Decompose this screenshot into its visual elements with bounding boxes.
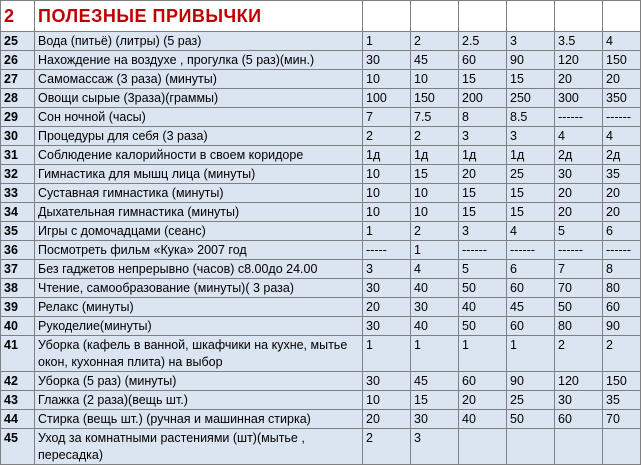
level-value-4: 60 [507, 317, 555, 336]
level-value-1: 2 [363, 429, 411, 465]
habit-name: Овощи сырые (3раза)(граммы) [35, 89, 363, 108]
level-value-5: 20 [555, 203, 603, 222]
level-value-5: 300 [555, 89, 603, 108]
level-value-4: 15 [507, 203, 555, 222]
row-number: 34 [1, 203, 35, 222]
row-number: 40 [1, 317, 35, 336]
level-value-4: 25 [507, 165, 555, 184]
level-value-3: 20 [459, 165, 507, 184]
level-value-4: 60 [507, 279, 555, 298]
level-value-5 [555, 429, 603, 465]
table-row [1, 127, 641, 146]
level-value-3: 50 [459, 317, 507, 336]
section-number: 2 [1, 1, 35, 32]
level-value-5: 80 [555, 317, 603, 336]
level-value-1: 1 [363, 222, 411, 241]
level-value-4: 8.5 [507, 108, 555, 127]
level-value-2: 1 [411, 241, 459, 260]
level-value-4: 4 [507, 222, 555, 241]
habit-name: Сон ночной (часы) [35, 108, 363, 127]
level-value-4: 3 [507, 127, 555, 146]
level-value-5: 60 [555, 410, 603, 429]
level-value-2: 45 [411, 51, 459, 70]
level-value-5: 50 [555, 298, 603, 317]
table-row [1, 32, 641, 51]
level-value-6: 4 [603, 127, 641, 146]
table-row [1, 298, 641, 317]
level-value-1: 10 [363, 70, 411, 89]
level-value-2: 1 [411, 336, 459, 372]
level-value-2: 10 [411, 70, 459, 89]
level-value-3: ------ [459, 241, 507, 260]
level-value-3: 15 [459, 184, 507, 203]
level-value-6: 90 [603, 317, 641, 336]
level-value-1: 1 [363, 336, 411, 372]
level-value-1: 20 [363, 298, 411, 317]
level-value-3: 5 [459, 260, 507, 279]
table-row [1, 203, 641, 222]
table-row [1, 241, 641, 260]
level-value-2: 150 [411, 89, 459, 108]
level-value-3 [459, 429, 507, 465]
level-value-4: 90 [507, 372, 555, 391]
habit-name: Вода (питьё) (литры) (5 раз) [35, 32, 363, 51]
table-row [1, 222, 641, 241]
habit-name: Рукоделие(минуты) [35, 317, 363, 336]
level-value-1: 2 [363, 127, 411, 146]
habit-name: Уборка (5 раз) (минуты) [35, 372, 363, 391]
level-value-6: 2д [603, 146, 641, 165]
level-value-4: 1д [507, 146, 555, 165]
level-value-4: 1 [507, 336, 555, 372]
level-value-2: 1д [411, 146, 459, 165]
level-value-1: 10 [363, 203, 411, 222]
table-header-row [1, 1, 641, 32]
habit-name: Игры с домочадцами (сеанс) [35, 222, 363, 241]
table-row [1, 108, 641, 127]
level-value-1: 10 [363, 165, 411, 184]
level-value-1: 30 [363, 317, 411, 336]
level-value-2: 3 [411, 429, 459, 465]
level-value-3: 40 [459, 410, 507, 429]
level-value-3: 20 [459, 391, 507, 410]
level-value-6 [603, 429, 641, 465]
habit-name: Посмотреть фильм «Кука» 2007 год [35, 241, 363, 260]
level-value-1: 10 [363, 184, 411, 203]
habit-name: Соблюдение калорийности в своем коридоре [35, 146, 363, 165]
level-value-3: 3 [459, 127, 507, 146]
row-number: 42 [1, 372, 35, 391]
level-value-6: 150 [603, 51, 641, 70]
level-value-4: 50 [507, 410, 555, 429]
level-value-2: 30 [411, 410, 459, 429]
level-value-6: 20 [603, 184, 641, 203]
habit-name: Уборка (кафель в ванной, шкафчики на кухне, мытье окон, кухонная плита) на выбор [35, 336, 363, 372]
level-value-5: 2 [555, 336, 603, 372]
table-row [1, 89, 641, 108]
level-value-1: 1 [363, 32, 411, 51]
table-row [1, 51, 641, 70]
level-value-1: 30 [363, 51, 411, 70]
level-value-6: 80 [603, 279, 641, 298]
header-blank-cell [411, 1, 459, 32]
habit-name: Гимнастика для мышц лица (минуты) [35, 165, 363, 184]
level-value-2: 15 [411, 165, 459, 184]
level-value-1: 100 [363, 89, 411, 108]
level-value-1: 30 [363, 372, 411, 391]
level-value-4: 250 [507, 89, 555, 108]
level-value-6: ------ [603, 241, 641, 260]
table-row [1, 391, 641, 410]
habit-name: Процедуры для себя (3 раза) [35, 127, 363, 146]
level-value-5: 3.5 [555, 32, 603, 51]
table-row [1, 429, 641, 465]
level-value-3: 200 [459, 89, 507, 108]
level-value-2: 4 [411, 260, 459, 279]
row-number: 30 [1, 127, 35, 146]
level-value-2: 45 [411, 372, 459, 391]
level-value-2: 40 [411, 279, 459, 298]
level-value-2: 10 [411, 203, 459, 222]
table-row [1, 372, 641, 391]
row-number: 39 [1, 298, 35, 317]
row-number: 25 [1, 32, 35, 51]
level-value-5: 30 [555, 391, 603, 410]
habit-name: Уход за комнатными растениями (шт)(мытье , пересадка) [35, 429, 363, 465]
level-value-1: ----- [363, 241, 411, 260]
header-blank-cell [507, 1, 555, 32]
level-value-3: 15 [459, 203, 507, 222]
level-value-5: 120 [555, 372, 603, 391]
level-value-2: 40 [411, 317, 459, 336]
row-number: 44 [1, 410, 35, 429]
level-value-3: 15 [459, 70, 507, 89]
level-value-2: 2 [411, 127, 459, 146]
level-value-3: 50 [459, 279, 507, 298]
table-row [1, 165, 641, 184]
level-value-1: 1д [363, 146, 411, 165]
row-number: 27 [1, 70, 35, 89]
row-number: 26 [1, 51, 35, 70]
header-blank-cell [363, 1, 411, 32]
level-value-1: 10 [363, 391, 411, 410]
habit-name: Чтение, самообразование (минуты)( 3 раза) [35, 279, 363, 298]
level-value-3: 40 [459, 298, 507, 317]
row-number: 32 [1, 165, 35, 184]
level-value-3: 8 [459, 108, 507, 127]
row-number: 41 [1, 336, 35, 372]
row-number: 31 [1, 146, 35, 165]
row-number: 38 [1, 279, 35, 298]
level-value-5: 20 [555, 70, 603, 89]
level-value-5: 70 [555, 279, 603, 298]
level-value-6: 6 [603, 222, 641, 241]
level-value-6: 150 [603, 372, 641, 391]
table-row [1, 317, 641, 336]
level-value-4: 45 [507, 298, 555, 317]
level-value-5: ------ [555, 108, 603, 127]
row-number: 43 [1, 391, 35, 410]
level-value-4: 6 [507, 260, 555, 279]
table-row [1, 260, 641, 279]
level-value-6: 20 [603, 203, 641, 222]
level-value-5: 7 [555, 260, 603, 279]
level-value-6: ------ [603, 108, 641, 127]
level-value-2: 30 [411, 298, 459, 317]
level-value-3: 2.5 [459, 32, 507, 51]
section-title: ПОЛЕЗНЫЕ ПРИВЫЧКИ [35, 1, 363, 32]
level-value-3: 60 [459, 372, 507, 391]
level-value-1: 20 [363, 410, 411, 429]
habit-name: Стирка (вещь шт.) (ручная и машинная стирка) [35, 410, 363, 429]
header-blank-cell [555, 1, 603, 32]
table-row [1, 410, 641, 429]
level-value-3: 3 [459, 222, 507, 241]
level-value-5: 20 [555, 184, 603, 203]
level-value-2: 2 [411, 222, 459, 241]
level-value-5: ------ [555, 241, 603, 260]
level-value-6: 35 [603, 391, 641, 410]
level-value-1: 3 [363, 260, 411, 279]
habit-name: Суставная гимнастика (минуты) [35, 184, 363, 203]
habit-name: Без гаджетов непрерывно (часов) с8.00до 24.00 [35, 260, 363, 279]
level-value-2: 10 [411, 184, 459, 203]
level-value-5: 5 [555, 222, 603, 241]
level-value-6: 20 [603, 70, 641, 89]
table-row [1, 146, 641, 165]
level-value-4: ------ [507, 241, 555, 260]
table-row [1, 336, 641, 372]
row-number: 37 [1, 260, 35, 279]
level-value-4: 15 [507, 184, 555, 203]
level-value-2: 2 [411, 32, 459, 51]
habit-name: Глажка (2 раза)(вещь шт.) [35, 391, 363, 410]
level-value-6: 60 [603, 298, 641, 317]
level-value-6: 350 [603, 89, 641, 108]
row-number: 28 [1, 89, 35, 108]
level-value-2: 7.5 [411, 108, 459, 127]
habit-name: Самомассаж (3 раза) (минуты) [35, 70, 363, 89]
row-number: 33 [1, 184, 35, 203]
row-number: 45 [1, 429, 35, 465]
level-value-6: 70 [603, 410, 641, 429]
table-row [1, 279, 641, 298]
habit-name: Релакс (минуты) [35, 298, 363, 317]
level-value-3: 1 [459, 336, 507, 372]
row-number: 35 [1, 222, 35, 241]
table-row [1, 70, 641, 89]
level-value-5: 4 [555, 127, 603, 146]
level-value-4: 15 [507, 70, 555, 89]
level-value-4: 90 [507, 51, 555, 70]
level-value-1: 7 [363, 108, 411, 127]
level-value-6: 4 [603, 32, 641, 51]
level-value-5: 120 [555, 51, 603, 70]
table-row [1, 184, 641, 203]
level-value-4: 25 [507, 391, 555, 410]
row-number: 36 [1, 241, 35, 260]
level-value-6: 35 [603, 165, 641, 184]
level-value-3: 1д [459, 146, 507, 165]
habit-name: Дыхательная гимнастика (минуты) [35, 203, 363, 222]
level-value-4 [507, 429, 555, 465]
level-value-6: 8 [603, 260, 641, 279]
row-number: 29 [1, 108, 35, 127]
level-value-5: 30 [555, 165, 603, 184]
habit-name: Нахождение на воздухе , прогулка (5 раз)(мин.) [35, 51, 363, 70]
level-value-5: 2д [555, 146, 603, 165]
header-blank-cell [459, 1, 507, 32]
header-blank-cell [603, 1, 641, 32]
level-value-4: 3 [507, 32, 555, 51]
level-value-2: 15 [411, 391, 459, 410]
level-value-3: 60 [459, 51, 507, 70]
level-value-6: 2 [603, 336, 641, 372]
level-value-1: 30 [363, 279, 411, 298]
